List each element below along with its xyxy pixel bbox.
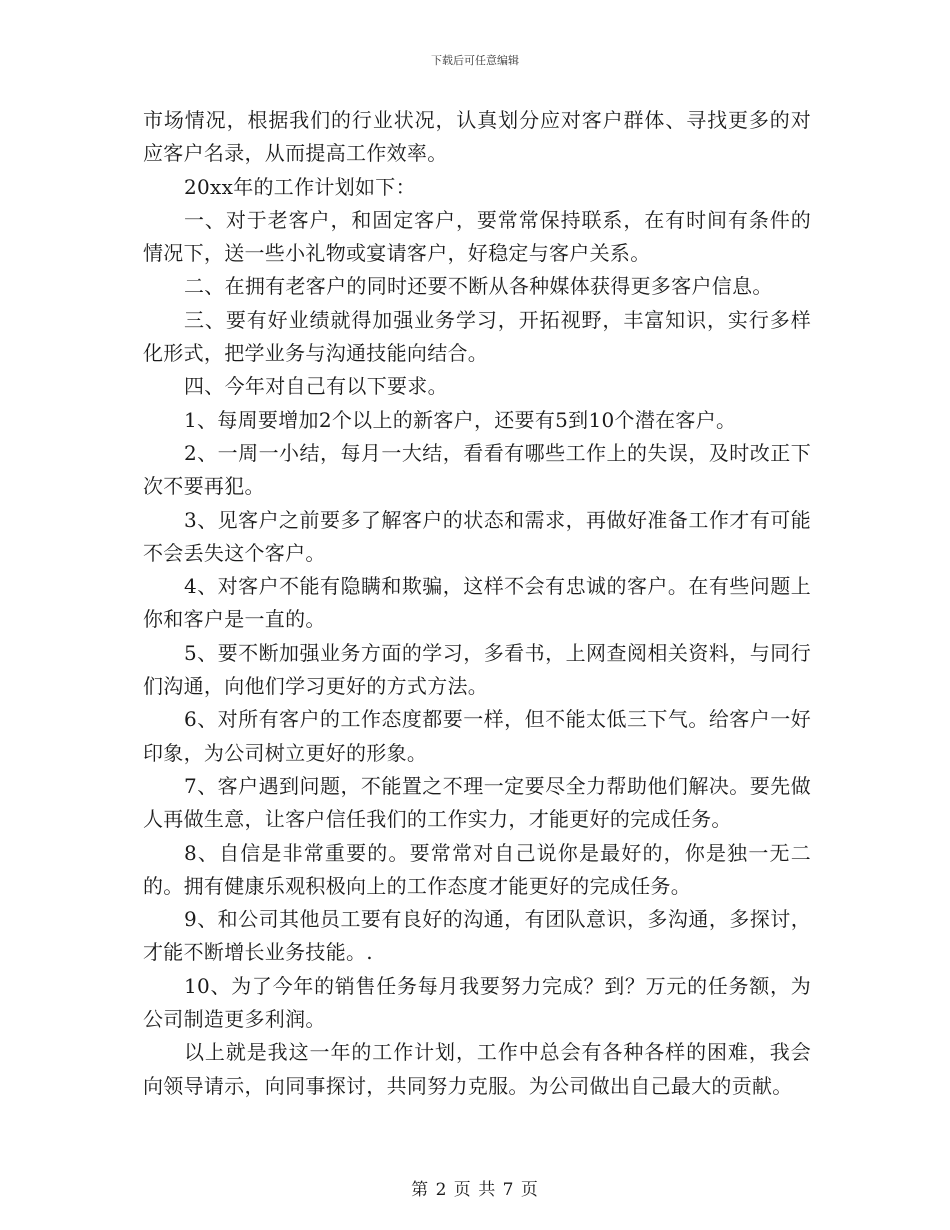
paragraph: 一、对于老客户，和固定客户，要常常保持联系，在有时间有条件的情况下，送一些小礼物或宴请客户，好稳定与客户关系。 bbox=[143, 207, 811, 266]
document-body bbox=[143, 104, 811, 1103]
paragraph: 3、见客户之前要多了解客户的状态和需求，再做好准备工作才有可能不会丢失这个客户。 bbox=[143, 507, 811, 565]
page-header-note: 下载后可任意编辑 bbox=[431, 54, 519, 67]
paragraph: 5、要不断加强业务方面的学习，多看书，上网查阅相关资料，与同行们沟通，向他们学习更好的方式方法。 bbox=[143, 640, 811, 699]
paragraph: 20xx年的工作计划如下： bbox=[184, 174, 416, 199]
paragraph: 10、为了今年的销售任务每月我要努力完成？到？万元的任务额，为公司制造更多利润。 bbox=[143, 973, 811, 1032]
paragraph: 7、客户遇到问题，不能置之不理一定要尽全力帮助他们解决。要先做人再做生意，让客户信任我们的工作实力，才能更好的完成任务。 bbox=[143, 773, 811, 832]
paragraph: 市场情况，根据我们的行业状况，认真划分应对客户群体、寻找更多的对应客户名录，从而提高工作效率。 bbox=[143, 108, 811, 166]
paragraph: 以上就是我这一年的工作计划，工作中总会有各种各样的困难，我会向领导请示，向同事探讨，共同努力克服。为公司做出自己最大的贡献。 bbox=[143, 1040, 811, 1098]
paragraph: 1、每周要增加2个以上的新客户，还要有5到10个潜在客户。 bbox=[184, 407, 737, 432]
page-number-footer: 第 2 页 共 7 页 bbox=[411, 1180, 539, 1200]
paragraph: 8、自信是非常重要的。要常常对自己说你是最好的，你是独一无二的。拥有健康乐观积极向上的工作态度才能更好的完成任务。 bbox=[143, 840, 811, 898]
paragraph: 三、要有好业绩就得加强业务学习，开拓视野，丰富知识，实行多样化形式，把学业务与沟通技能向结合。 bbox=[143, 307, 811, 366]
paragraph: 二、在拥有老客户的同时还要不断从各种媒体获得更多客户信息。 bbox=[184, 274, 773, 299]
paragraph: 9、和公司其他员工要有良好的沟通，有团队意识，多沟通，多探讨，才能不断增长业务技能。. bbox=[143, 907, 811, 965]
paragraph: 2、一周一小结，每月一大结，看看有哪些工作上的失误，及时改正下次不要再犯。 bbox=[143, 440, 811, 499]
paragraph: 四、今年对自己有以下要求。 bbox=[184, 374, 448, 399]
paragraph: 4、对客户不能有隐瞒和欺骗，这样不会有忠诚的客户。在有些问题上你和客户是一直的。 bbox=[143, 574, 811, 632]
paragraph: 6、对所有客户的工作态度都要一样，但不能太低三下气。给客户一好印象，为公司树立更好的形象。 bbox=[143, 707, 811, 765]
